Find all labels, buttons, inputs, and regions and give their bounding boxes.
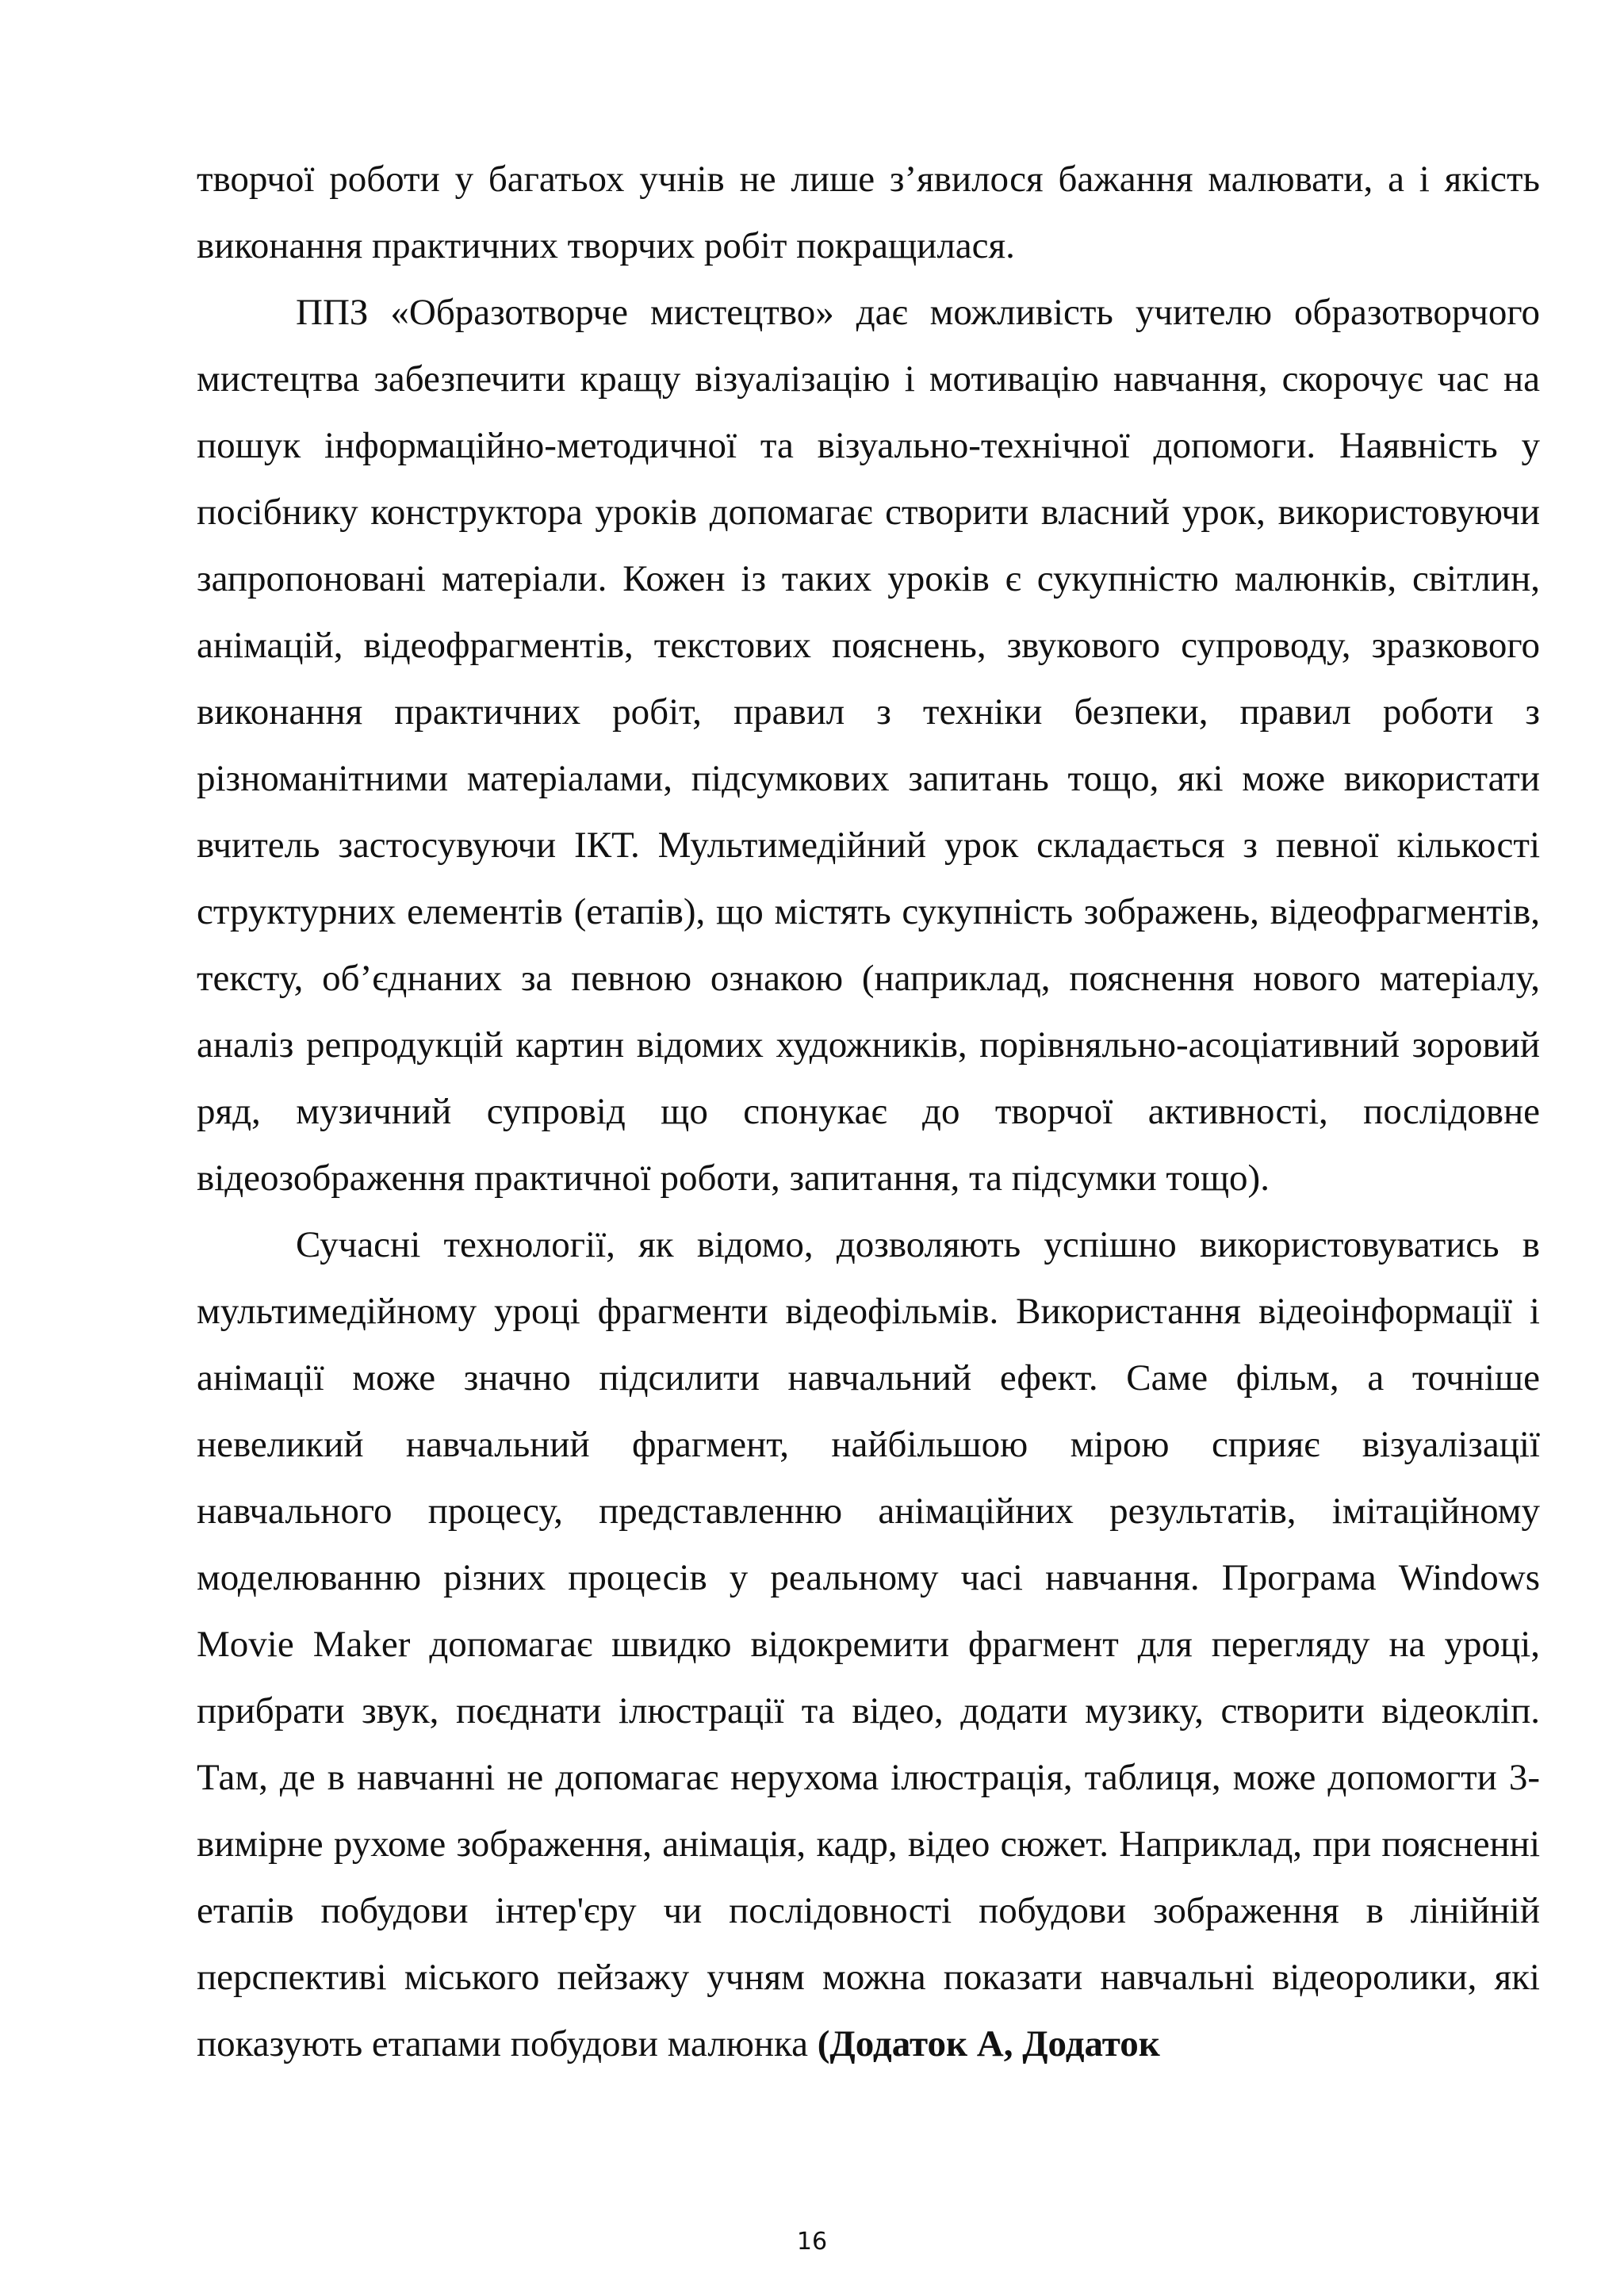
paragraph-ppz-description [197, 279, 1540, 1211]
paragraph-modern-technologies [197, 1211, 1540, 2077]
document-body [197, 146, 1540, 2077]
paragraph-text: творчої роботи у багатьох учнів не лише з’явилося бажання малювати, а і якість виконання практичних творчих робіт покращилася. [197, 159, 1540, 266]
appendix-reference: (Додаток А, Додаток [817, 2023, 1160, 2064]
paragraph-text: ППЗ «Образотворче мистецтво» дає можливість учителю образотворчого мистецтва забезпечити кращу візуалізацію і мотивацію навчання, скорочує час на пошук інформаційно-методичної та візуально-технічної допомоги. Наявність у посібнику конструктора уроків допомагає створити власний урок, використовуючи запропоновані матеріали. Кожен із таких уроків є сукупністю малюнків, світлин, анімацій, відеофрагментів, текстових пояснень, звукового супроводу, зразкового виконання практичних робіт, правил з техніки безпеки, правил роботи з різноманітними матеріалами, підсумкових запитань тощо, які може використати вчитель застосувуючи ІКТ. Мультимедійний урок складається з певної кількості структурних елементів (етапів), що містять сукупність зображень, відеофрагментів, тексту, об’єднаних за певною ознакою (наприклад, пояснення нового матеріалу, аналіз репродукцій картин відомих художників, порівняльно-асоціативний зоровий ряд, музичний супровід що спонукає до творчої активності, послідовне відеозображення практичної роботи, запитання, та підсумки тощо). [197, 292, 1540, 1199]
paragraph-text: Сучасні технології, як відомо, дозволяють успішно використовуватись в мультимедійному уроці фрагменти відеофільмів. Використання відеоінформації і анімації може значно підсилити навчальний ефект. Саме фільм, а точніше невеликий навчальний фрагмент, найбільшою мірою сприяє візуалізації навчального процесу, представленню анімаційних результатів, імітаційному моделюванню різних процесів у реальному часі навчання. Програма Windows Movie Maker допомагає швидко відокремити фрагмент для перегляду на уроці, прибрати звук, поєднати ілюстрації та відео, додати музику, створити відеокліп. Там, де в навчанні не допомагає нерухома ілюстрація, таблиця, може допомогти 3-вимірне рухоме зображення, анімація, кадр, відео сюжет. Наприклад, при поясненні етапів побудови інтер'єру чи послідовності побудови зображення в лінійній перспективі міського пейзажу учням можна показати навчальні відеоролики, які показують етапами побудови малюнка [197, 1224, 1540, 2064]
paragraph-continuation [197, 146, 1540, 279]
page-number: 16 [796, 2228, 828, 2256]
